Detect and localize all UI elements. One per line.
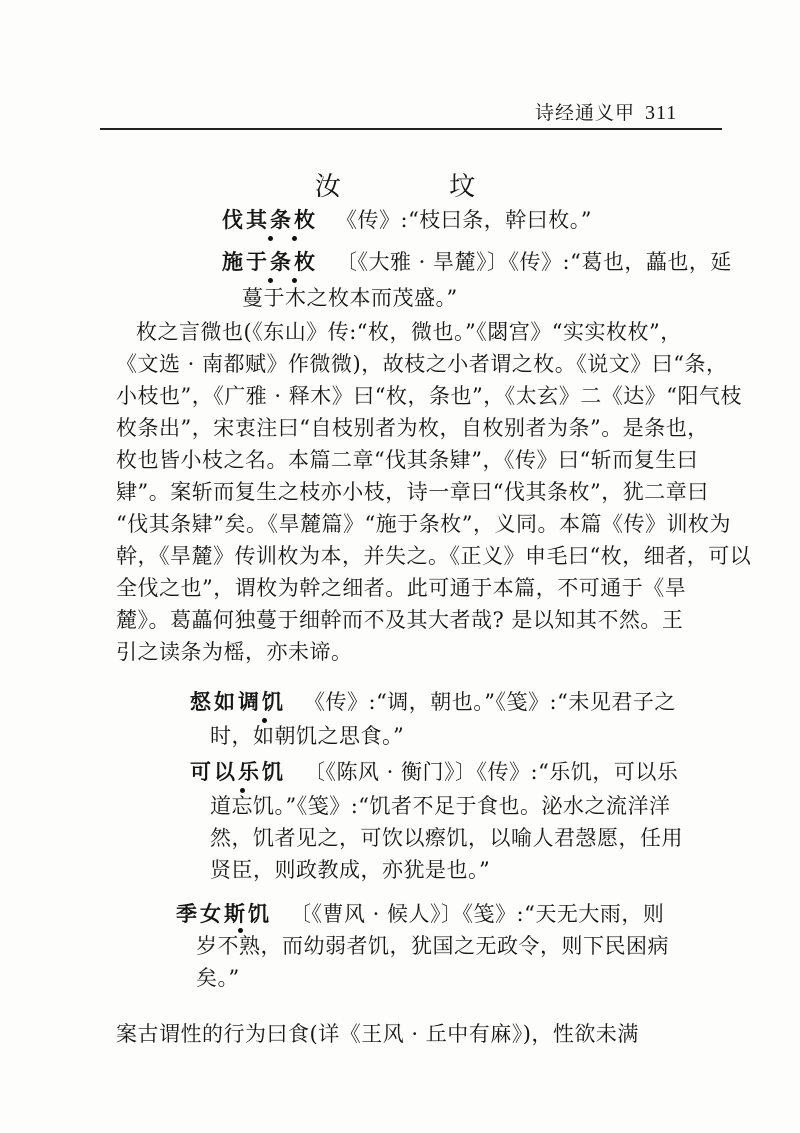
commentary: 〔《曹风 · 候人》〕《笺》:“天无大雨，则 bbox=[290, 902, 665, 926]
emphasis-dot bbox=[268, 278, 273, 283]
emphasis-dot bbox=[292, 278, 297, 283]
quote-line bbox=[190, 692, 676, 713]
commentary-continuation: 岁不熟，而幼弱者饥，犹国之无政令，则下民困病 bbox=[196, 934, 669, 958]
commentary-continuation: 贤臣，则政教成，亦犹是也。” bbox=[210, 858, 491, 882]
emphasis-dot bbox=[262, 718, 267, 723]
quoted-verse: 伐其条枚 bbox=[222, 208, 318, 232]
body-line: 案古谓性的行为曰食(详《王风 · 丘中有麻》)，性欲未满 bbox=[116, 1022, 639, 1046]
commentary-continuation: 矣。” bbox=[196, 966, 240, 990]
commentary: 〔《大雅 · 旱麓》〕《传》:“葛也，藟也，延 bbox=[336, 250, 732, 274]
commentary: 〔《陈风 · 衡门》〕《传》:“乐饥，可以乐 bbox=[304, 760, 679, 784]
header-rule bbox=[100, 128, 722, 130]
body-line: 肄”。案斩而复生之枝亦小枝，诗一章曰“伐其条枚”，犹二章曰 bbox=[116, 480, 709, 504]
quote-line bbox=[176, 904, 664, 925]
emphasis-dot bbox=[240, 788, 245, 793]
emphasis-dot bbox=[268, 236, 273, 241]
commentary-continuation: 道忘饥。”《笺》:“饥者不足于食也。泌水之流洋洋 bbox=[210, 794, 671, 818]
body-line: 枚也皆小枝之名。本篇二章“伐其条肄”，《传》曰“斩而复生曰 bbox=[116, 448, 699, 472]
body-line: 麓》。葛藟何独蔓于细幹而不及其大者哉? 是以知其不然。王 bbox=[116, 608, 684, 632]
quoted-verse: 季女斯饥 bbox=[176, 902, 272, 926]
body-line: 枚之言微也(《东山》传:“枚，微也。”《閟宫》“实实枚枚”， bbox=[136, 320, 682, 344]
commentary-continuation: 时，如朝饥之思食。” bbox=[210, 724, 405, 748]
running-header bbox=[535, 98, 677, 125]
quoted-verse: 施于条枚 bbox=[222, 250, 318, 274]
body-line: 小枝也”，《广雅 · 释木》曰“枚，条也”，《太玄》二《达》“阳气枝 bbox=[116, 384, 742, 408]
page-number: 311 bbox=[645, 102, 678, 124]
quote-line bbox=[190, 762, 678, 783]
quoted-verse: 惄如调饥 bbox=[190, 690, 286, 714]
commentary: 《传》:“调，朝也。”《笺》:“未见君子之 bbox=[304, 690, 676, 714]
book-title: 诗经通义甲 bbox=[535, 102, 636, 124]
commentary-continuation: 然，饥者见之，可饮以瘵饥，以喻人君愨愿，任用 bbox=[210, 826, 683, 850]
quote-line bbox=[222, 210, 592, 231]
quote-line bbox=[222, 252, 732, 273]
emphasis-dot bbox=[292, 236, 297, 241]
section-title: 汝 坟 bbox=[314, 172, 526, 202]
commentary-continuation: 蔓于木之枚本而茂盛。” bbox=[242, 286, 458, 310]
body-line: 《文选 · 南都赋》作微微)，故枝之小者谓之枚。《说文》曰“条， bbox=[116, 352, 728, 376]
body-line: “伐其条肄”矣。《旱麓篇》“施于条枚”，义同。本篇《传》训枚为 bbox=[116, 512, 731, 536]
quoted-verse: 可以乐饥 bbox=[190, 760, 286, 784]
body-line: 枚条出”，宋衷注曰“自枝别者为枚，自枚别者为条”。是条也， bbox=[116, 416, 709, 440]
body-line: 引之读条为榣，亦未谛。 bbox=[116, 640, 353, 664]
commentary: 《传》:“枝曰条，幹曰枚。” bbox=[336, 208, 593, 232]
body-line: 全伐之也”，谓枚为幹之细者。此可通于本篇，不可通于《旱 bbox=[116, 576, 687, 600]
body-line: 幹，《旱麓》传训枚为本，并失之。《正义》申毛曰“枚，细者，可以 bbox=[116, 544, 752, 568]
emphasis-dot bbox=[238, 928, 243, 933]
